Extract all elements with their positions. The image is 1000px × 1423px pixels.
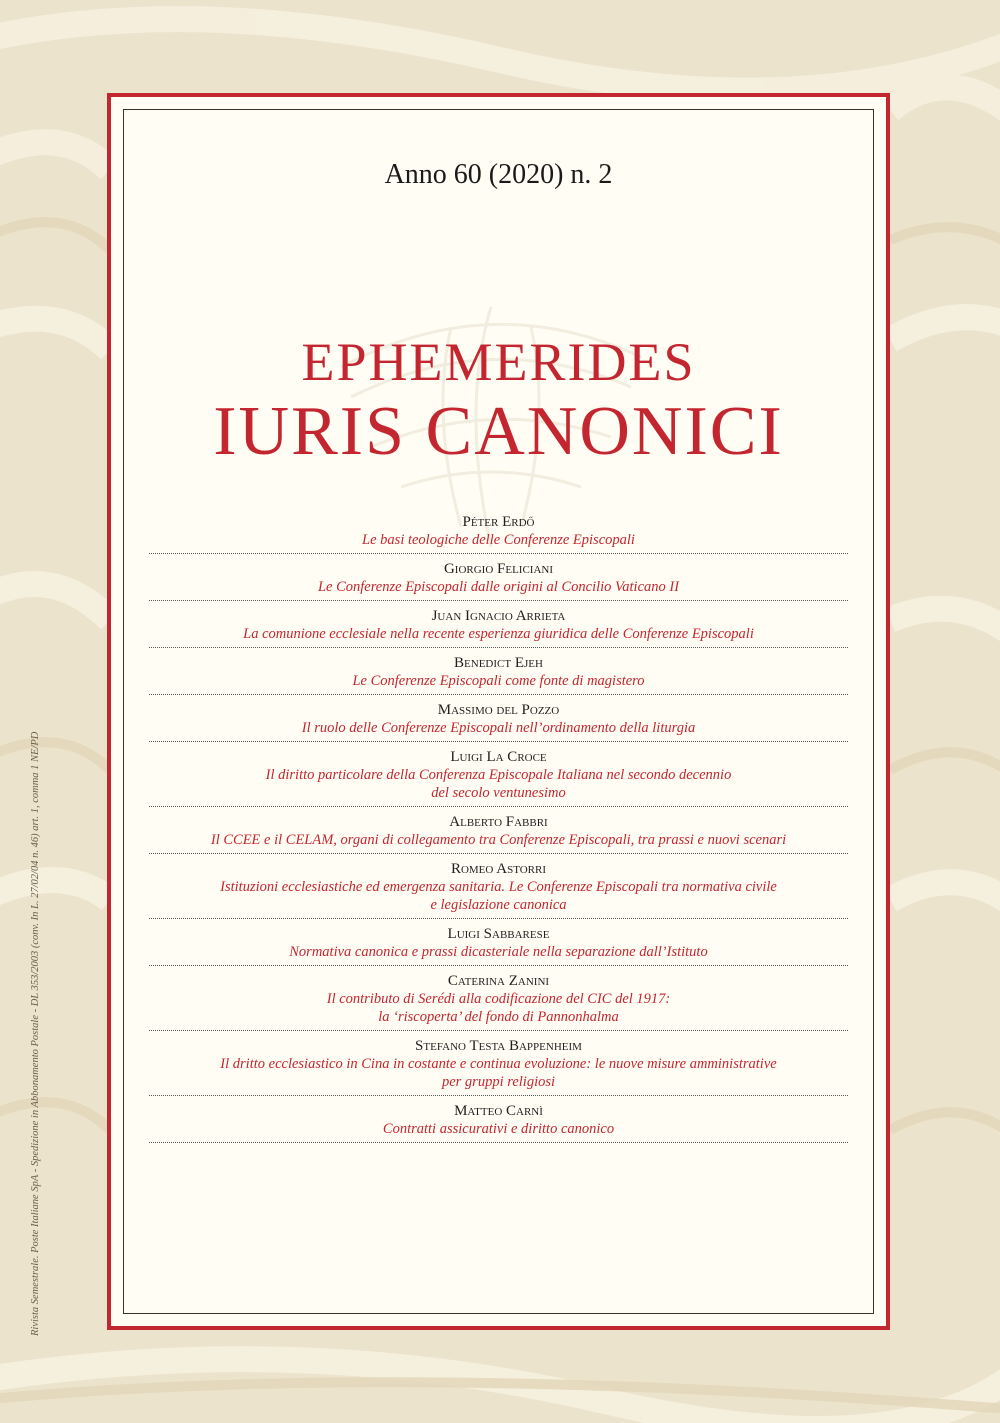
toc-author: Péter Erdő bbox=[462, 514, 535, 530]
toc-entry bbox=[149, 695, 848, 742]
toc-author: Massimo del Pozzo bbox=[437, 702, 560, 718]
toc-entry bbox=[149, 742, 848, 807]
toc-author: Luigi La Croce bbox=[450, 749, 547, 765]
toc-article-title-cont: del secolo ventunesimo bbox=[431, 785, 566, 801]
table-of-contents bbox=[149, 507, 848, 1143]
toc-entry bbox=[149, 601, 848, 648]
toc-article-title-cont: e legislazione canonica bbox=[430, 897, 567, 913]
toc-author: Benedict Ejeh bbox=[454, 655, 543, 671]
toc-article-title: Il CCEE e il CELAM, organi di collegamento tra Conferenze Episcopali, tra prassi e nuovi scenari bbox=[210, 832, 787, 848]
journal-title-line2: IURIS CANONICI bbox=[213, 393, 784, 470]
toc-article-title: Il ruolo delle Conferenze Episcopali nell’ordinamento della liturgia bbox=[301, 720, 696, 736]
cover-frame bbox=[107, 93, 890, 1330]
toc-article-title: Le Conferenze Episcopali come fonte di magistero bbox=[352, 673, 645, 689]
toc-author: Juan Ignacio Arrieta bbox=[431, 608, 566, 624]
toc-entry bbox=[149, 854, 848, 919]
toc-author: Caterina Zanini bbox=[447, 973, 550, 989]
toc-entry bbox=[149, 919, 848, 966]
toc-entry bbox=[149, 1031, 848, 1096]
toc-article-title: Il diritto particolare della Conferenza Episcopale Italiana nel secondo decennio bbox=[265, 767, 732, 783]
toc-article-title: Normativa canonica e prassi dicasteriale nella separazione dall’Istituto bbox=[289, 944, 708, 960]
toc-entry bbox=[149, 1096, 848, 1143]
toc-author: Giorgio Feliciani bbox=[443, 561, 554, 577]
issue-info: Anno 60 (2020) n. 2 bbox=[384, 159, 613, 190]
toc-article-title: Contratti assicurativi e diritto canonico bbox=[382, 1121, 615, 1137]
toc-entry bbox=[149, 554, 848, 601]
toc-entry bbox=[149, 648, 848, 695]
journal-title-line1: EPHEMERIDES bbox=[301, 332, 696, 392]
toc-author: Matteo Carnì bbox=[454, 1103, 543, 1119]
toc-author: Stefano Testa Bappenheim bbox=[415, 1038, 582, 1054]
toc-article-title: Le Conferenze Episcopali dalle origini al Concilio Vaticano II bbox=[317, 579, 680, 595]
toc-author: Luigi Sabbarese bbox=[447, 926, 550, 942]
toc-article-title: Le basi teologiche delle Conferenze Episcopali bbox=[362, 532, 635, 548]
postal-notice-text: Rivista Semestrale. Poste Italiane SpA - Spedizione in Abbonamento Postale - DL 353/2003 (conv. In L. 27/02/04 n. 46) art. 1, comma 1 NE/PD bbox=[30, 731, 41, 1336]
toc-article-title: Il contributo di Serédi alla codificazione del CIC del 1917: bbox=[326, 991, 671, 1007]
toc-article-title: La comunione ecclesiale nella recente esperienza giuridica delle Conferenze Episcopali bbox=[243, 626, 754, 642]
toc-article-title: Istituzioni ecclesiastiche ed emergenza sanitaria. Le Conferenze Episcopali tra normativa civile bbox=[220, 879, 777, 895]
toc-author: Romeo Astorri bbox=[450, 861, 547, 877]
toc-article-title-cont: per gruppi religiosi bbox=[441, 1074, 556, 1090]
toc-entry bbox=[149, 807, 848, 854]
toc-entry bbox=[149, 966, 848, 1031]
toc-author: Alberto Fabbri bbox=[449, 814, 548, 830]
toc-article-title-cont: la ‘riscoperta’ del fondo di Pannonhalma bbox=[378, 1009, 619, 1025]
toc-entry bbox=[149, 507, 848, 554]
toc-article-title: Il dritto ecclesiastico in Cina in costante e continua evoluzione: le nuove misure amministrative bbox=[220, 1056, 777, 1072]
